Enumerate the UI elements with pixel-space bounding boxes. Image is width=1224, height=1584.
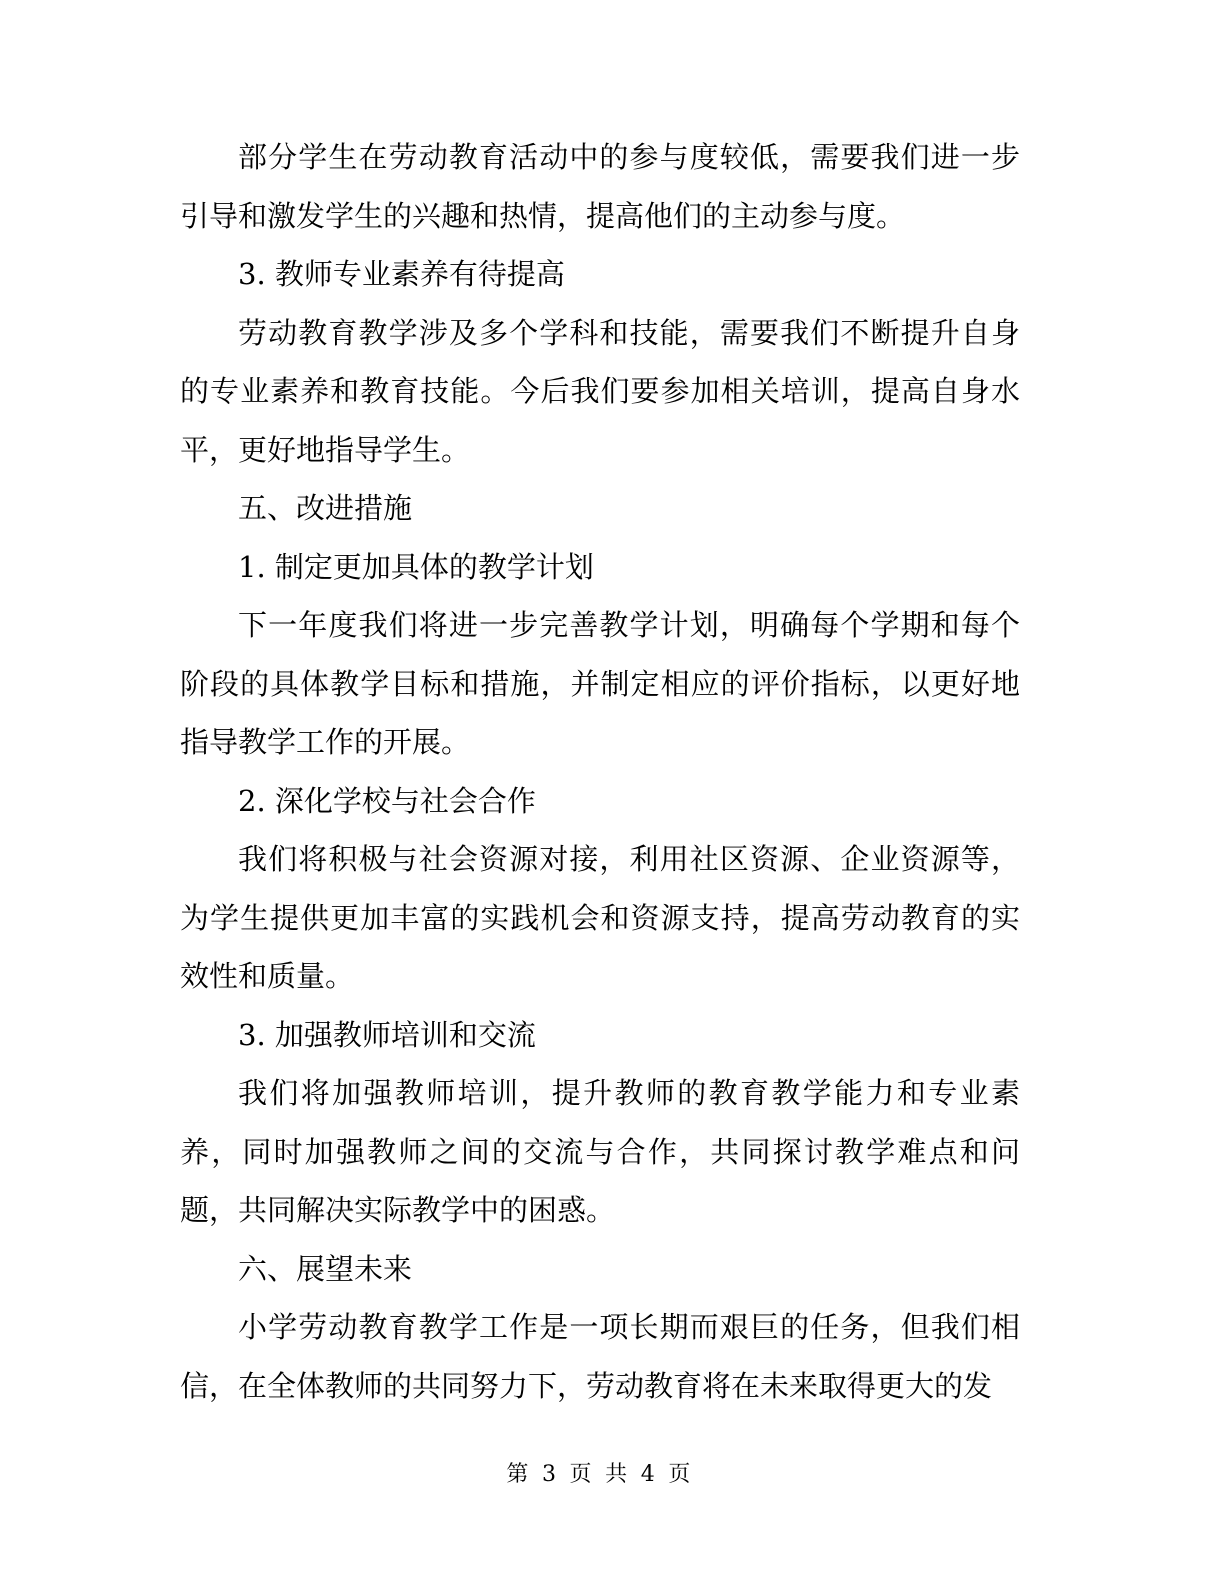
heading-teaching-plan: 1. 制定更加具体的教学计划 xyxy=(238,549,594,584)
section-heading-outlook: 六、展望未来 xyxy=(238,1251,413,1286)
page-number-footer: 第 3 页 共 4 页 xyxy=(506,1462,694,1487)
paragraph-school-society: 我们将积极与社会资源对接，利用社区资源、企业资源等，为学生提供更加丰富的实践机会和资源支持，提高劳动教育的实效性和质量。 xyxy=(180,842,1020,993)
paragraph-teaching-plan: 下一年度我们将进一步完善教学计划，明确每个学期和每个阶段的具体教学目标和措施，并制定相应的评价指标，以更好地指导教学工作的开展。 xyxy=(180,608,1020,759)
document-body xyxy=(180,128,1020,1415)
heading-teacher-literacy: 3. 教师专业素养有待提高 xyxy=(238,257,565,291)
paragraph-participation: 部分学生在劳动教育活动中的参与度较低，需要我们进一步引导和激发学生的兴趣和热情，提高他们的主动参与度。 xyxy=(180,140,1020,233)
paragraph-teacher-training: 我们将加强教师培训，提升教师的教育教学能力和专业素养，同时加强教师之间的交流与合作，共同探讨教学难点和问题，共同解决实际教学中的困惑。 xyxy=(180,1076,1020,1227)
heading-school-society: 2. 深化学校与社会合作 xyxy=(238,783,536,818)
paragraph-teacher-literacy: 劳动教育教学涉及多个学科和技能，需要我们不断提升自身的专业素养和教育技能。今后我们要参加相关培训，提高自身水平，更好地指导学生。 xyxy=(180,315,1020,467)
heading-teacher-training: 3. 加强教师培训和交流 xyxy=(238,1017,536,1052)
paragraph-outlook: 小学劳动教育教学工作是一项长期而艰巨的任务，但我们相信，在全体教师的共同努力下，劳动教育将在未来取得更大的发 xyxy=(180,1310,1020,1403)
document-page xyxy=(180,0,1020,1584)
section-heading-improvements: 五、改进措施 xyxy=(238,491,413,525)
